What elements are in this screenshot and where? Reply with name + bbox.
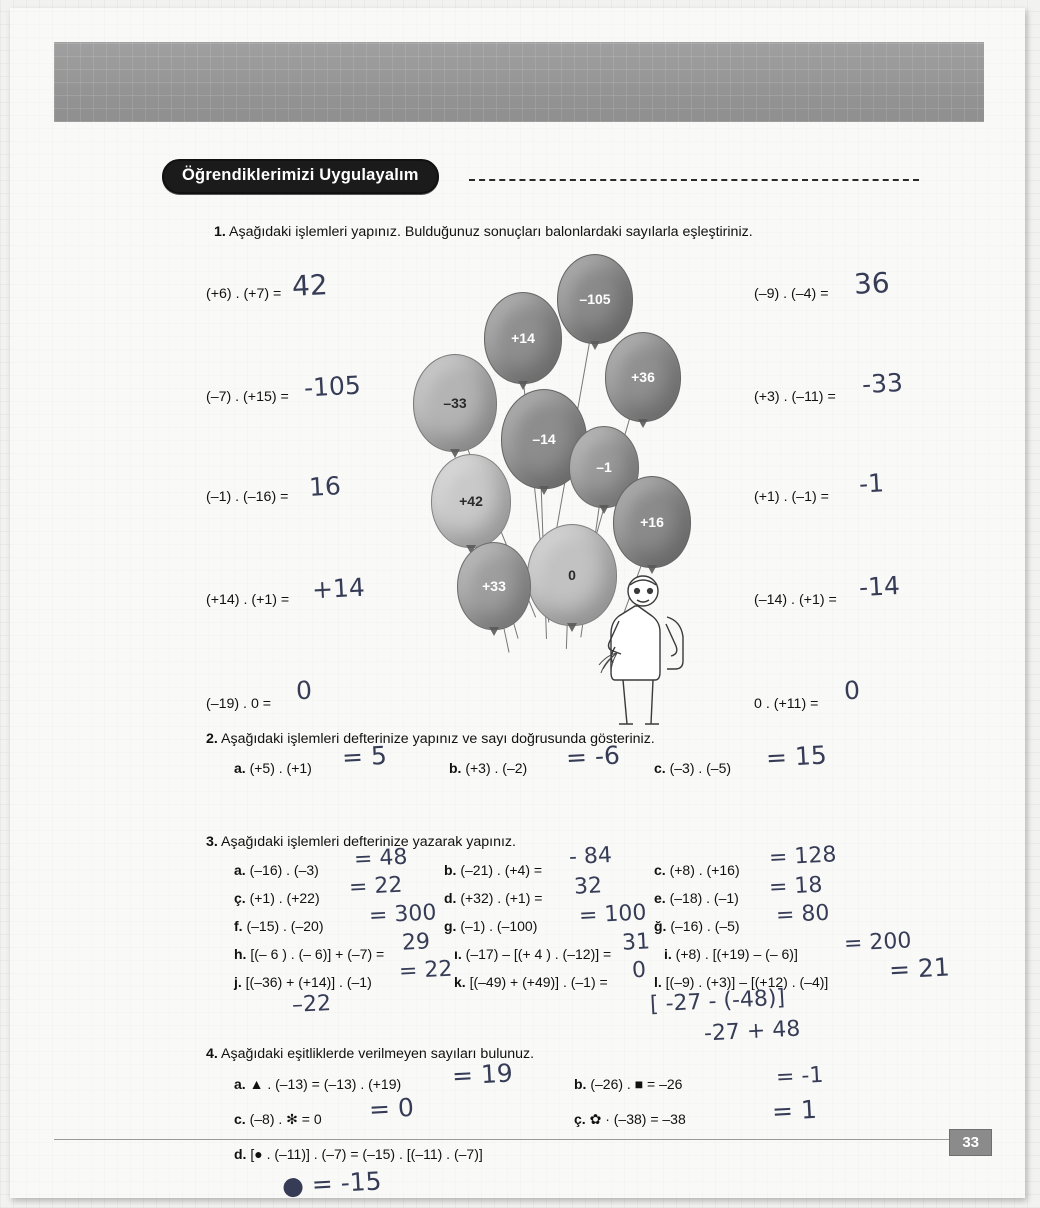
q3-item-i1 — [454, 946, 611, 962]
q4-item-a-answer: = 19 — [451, 1058, 514, 1091]
header-band — [54, 42, 984, 122]
balloon-plus33 — [457, 542, 531, 630]
q3-item-c2 — [234, 890, 320, 906]
q3-item-c2-expr: (+1) . (+22) — [249, 890, 320, 906]
q2-item-a-expr: (+5) . (+1) — [249, 760, 312, 776]
section-divider-dashes — [469, 179, 919, 183]
q2-item-b-expr: (+3) . (–2) — [465, 760, 528, 776]
q3-work-note-3: -27 + 48 — [703, 1016, 801, 1047]
q1-right-expr-5: 0 . (+11) = — [754, 696, 819, 712]
q1-right-answer-1: 36 — [853, 266, 891, 301]
q3-item-c2-letter: ç. — [234, 890, 246, 906]
q3-item-g-answer: = 100 — [578, 900, 648, 929]
q3-item-h-answer: 29 — [401, 929, 431, 956]
q3-item-c-answer: = 128 — [768, 842, 838, 871]
q1-left-answer-3: 16 — [308, 471, 342, 502]
q3-item-e-answer: = 18 — [768, 872, 824, 901]
q3-item-l-expr: [(–9) . (+3)] – [(+12) . (–4)] — [665, 974, 829, 990]
balloon-plus42 — [431, 454, 511, 548]
q4-item-a-letter: a. — [234, 1076, 246, 1092]
q4-item-b-letter: b. — [574, 1076, 587, 1092]
q4-item-d-expr: [● . (–11)] . (–7) = (–15) . [(–11) . (–7)] — [250, 1146, 483, 1162]
q3-item-g2 — [654, 918, 740, 934]
q3-item-f-expr: (–15) . (–20) — [246, 918, 324, 934]
balloon-plus16 — [613, 476, 691, 568]
balloon-label: –14 — [532, 431, 556, 447]
q4-item-b — [574, 1076, 682, 1092]
page-sheet — [10, 8, 1025, 1201]
q3-item-b-letter: b. — [444, 862, 457, 878]
balloon-plus36 — [605, 332, 681, 422]
q3-item-g — [444, 918, 537, 934]
q3-item-j-answer: = 22 — [398, 956, 454, 985]
q4-item-a — [234, 1076, 401, 1092]
q3-item-k-letter: k. — [454, 974, 466, 990]
q3-item-g2-expr: (–16) . (–5) — [670, 918, 740, 934]
q1-left-answer-1: 42 — [291, 268, 329, 303]
q1-left-expr-3: (–1) . (–16) = — [206, 489, 289, 505]
balloon-minus105 — [557, 254, 633, 344]
balloon-label: +14 — [511, 330, 535, 346]
q2-item-b — [449, 760, 527, 776]
q3-item-c-letter: c. — [654, 862, 666, 878]
q1-right-expr-2: (+3) . (–11) = — [754, 389, 836, 405]
question-1-number: 1. — [214, 224, 226, 240]
q3-item-f-letter: f. — [234, 918, 243, 934]
balloon-plus14 — [484, 292, 562, 384]
boy-with-balloons-illustration — [597, 569, 707, 729]
q3-item-i2-expr: (+8) . [(+19) – (– 6)] — [675, 946, 798, 962]
q3-item-i2-answer: = 200 — [843, 928, 913, 957]
q4-item-b-expr: (–26) . ■ = –26 — [590, 1076, 683, 1092]
balloon-label: +33 — [482, 578, 506, 594]
q3-item-a-answer: = 48 — [353, 844, 409, 873]
question-4 — [206, 1044, 986, 1065]
question-3-number: 3. — [206, 834, 218, 850]
q4-item-a-expr: ▲ . (–13) = (–13) . (+19) — [249, 1076, 402, 1092]
page-content — [54, 24, 1014, 1200]
q4-item-c-letter: c. — [234, 1111, 246, 1127]
q2-item-c-expr: (–3) . (–5) — [669, 760, 732, 776]
q3-item-h-expr: [(– 6 ) . (– 6)] + (–7) = — [250, 946, 385, 962]
q3-item-g-expr: (–1) . (–100) — [460, 918, 538, 934]
section-title: Öğrendiklerimizi Uygulayalım — [162, 159, 439, 194]
q3-item-j — [234, 974, 372, 990]
q3-item-i2-letter: i. — [664, 946, 672, 962]
q1-right-expr-4: (–14) . (+1) = — [754, 592, 837, 608]
q3-item-g-letter: g. — [444, 918, 457, 934]
q3-work-note-1: –22 — [291, 990, 332, 1019]
q3-item-c — [654, 862, 740, 878]
q3-item-e — [654, 890, 739, 906]
balloon-label: –105 — [579, 291, 611, 307]
q1-left-answer-5: 0 — [295, 675, 313, 706]
question-2-text: Aşağıdaki işlemleri defterinize yapınız ve sayı doğrusunda gösteriniz. — [221, 731, 655, 747]
q3-item-i2 — [664, 946, 798, 962]
q2-item-c-answer: = 15 — [765, 740, 828, 773]
q3-item-a-letter: a. — [234, 862, 246, 878]
q2-item-a-answer: = 5 — [341, 740, 388, 773]
q3-item-c2-answer: = 22 — [348, 872, 404, 901]
q3-item-g2-letter: ğ. — [654, 918, 667, 934]
balloon-label: 0 — [568, 567, 576, 583]
q3-item-j-expr: [(–36) + (+14)] . (–1) — [245, 974, 372, 990]
balloon-label: –33 — [443, 395, 467, 411]
q4-item-d-letter: d. — [234, 1146, 247, 1162]
q4-item-c2-expr: ✿ · (–38) = –38 — [589, 1111, 686, 1127]
q3-item-f-answer: = 300 — [368, 900, 438, 929]
balloon-label: +36 — [631, 369, 655, 385]
q3-item-f — [234, 918, 324, 934]
balloon-minus33 — [413, 354, 497, 452]
q1-right-answer-4: -14 — [858, 570, 901, 603]
q3-item-i1-expr: (–17) – [(+ 4 ) . (–12)] = — [465, 946, 612, 962]
q2-item-b-letter: b. — [449, 760, 462, 776]
q1-right-answer-3: -1 — [858, 468, 885, 499]
q1-left-expr-1: (+6) . (+7) = — [206, 286, 282, 302]
q1-left-expr-4: (+14) . (+1) = — [206, 592, 290, 608]
q4-item-d — [234, 1146, 483, 1162]
q1-left-answer-4: +14 — [311, 572, 366, 605]
q4-item-c2 — [574, 1111, 686, 1128]
q3-item-d-letter: d. — [444, 890, 457, 906]
q2-item-a — [234, 760, 312, 776]
q3-item-d — [444, 890, 542, 906]
q3-item-h-letter: h. — [234, 946, 247, 962]
q3-item-j-letter: j. — [234, 974, 242, 990]
footer-rule — [54, 1139, 984, 1140]
q3-item-g2-answer: = 80 — [775, 900, 831, 929]
q3-item-k-answer: 0 — [631, 957, 647, 984]
q3-item-d-answer: 32 — [573, 873, 603, 900]
q1-right-answer-5: 0 — [843, 675, 861, 706]
q1-right-expr-1: (–9) . (–4) = — [754, 286, 829, 302]
balloon-label: +16 — [640, 514, 664, 530]
question-4-number: 4. — [206, 1046, 218, 1062]
q3-item-c-expr: (+8) . (+16) — [669, 862, 740, 878]
q4-item-c2-letter: ç. — [574, 1111, 586, 1127]
balloon-label: –1 — [596, 459, 612, 475]
question-1 — [214, 222, 974, 243]
q2-item-a-letter: a. — [234, 760, 246, 776]
q1-left-answer-2: -105 — [303, 370, 362, 403]
q3-item-b-expr: (–21) . (+4) = — [460, 862, 543, 878]
balloon-label: +42 — [459, 493, 483, 509]
q1-right-answer-2: -33 — [861, 367, 904, 400]
q4-item-d-answer-text: = -15 — [311, 1166, 383, 1200]
q1-left-expr-5: (–19) . 0 = — [206, 696, 272, 712]
q3-item-a — [234, 862, 319, 878]
q3-item-i1-answer: 31 — [621, 929, 651, 956]
q2-item-c — [654, 760, 731, 776]
question-4-text: Aşağıdaki eşitliklerde verilmeyen sayıları bulunuz. — [221, 1046, 535, 1062]
q3-item-e-letter: e. — [654, 890, 666, 906]
q3-item-k-expr: [(–49) + (+49)] . (–1) = — [469, 974, 608, 990]
q3-item-a-expr: (–16) . (–3) — [249, 862, 319, 878]
q3-item-i1-letter: ı. — [454, 946, 462, 962]
q1-right-expr-3: (+1) . (–1) = — [754, 489, 829, 505]
q1-left-expr-2: (–7) . (+15) = — [206, 389, 289, 405]
q4-item-d-answer: ● = -15 — [281, 1166, 383, 1201]
question-3-text: Aşağıdaki işlemleri defterinize yazarak yapınız. — [221, 834, 516, 850]
question-1-text: Aşağıdaki işlemleri yapınız. Bulduğunuz sonuçları balonlardaki sayılarla eşleştiriniz. — [229, 224, 753, 240]
q4-item-c-expr: (–8) . ✻ = 0 — [249, 1111, 322, 1127]
page-number: 33 — [949, 1129, 992, 1156]
q3-item-l-answer: = 21 — [888, 952, 951, 985]
q4-item-b-answer: = -1 — [775, 1062, 824, 1091]
question-2-number: 2. — [206, 731, 218, 747]
q3-work-note-2: [ -27 - (-48)] — [649, 985, 786, 1018]
q3-item-l-letter: l. — [654, 974, 662, 990]
q4-item-c2-answer: = 1 — [771, 1094, 818, 1127]
q2-item-b-answer: = -6 — [565, 740, 621, 773]
q4-item-c-answer: = 0 — [368, 1092, 415, 1125]
q3-item-b — [444, 862, 542, 878]
q4-item-c — [234, 1111, 322, 1128]
q3-item-d-expr: (+32) . (+1) = — [460, 890, 543, 906]
q3-item-h — [234, 946, 384, 962]
q3-item-e-expr: (–18) . (–1) — [669, 890, 739, 906]
q3-item-b-answer: - 84 — [568, 842, 613, 871]
q3-item-k — [454, 974, 608, 990]
q2-item-c-letter: c. — [654, 760, 666, 776]
